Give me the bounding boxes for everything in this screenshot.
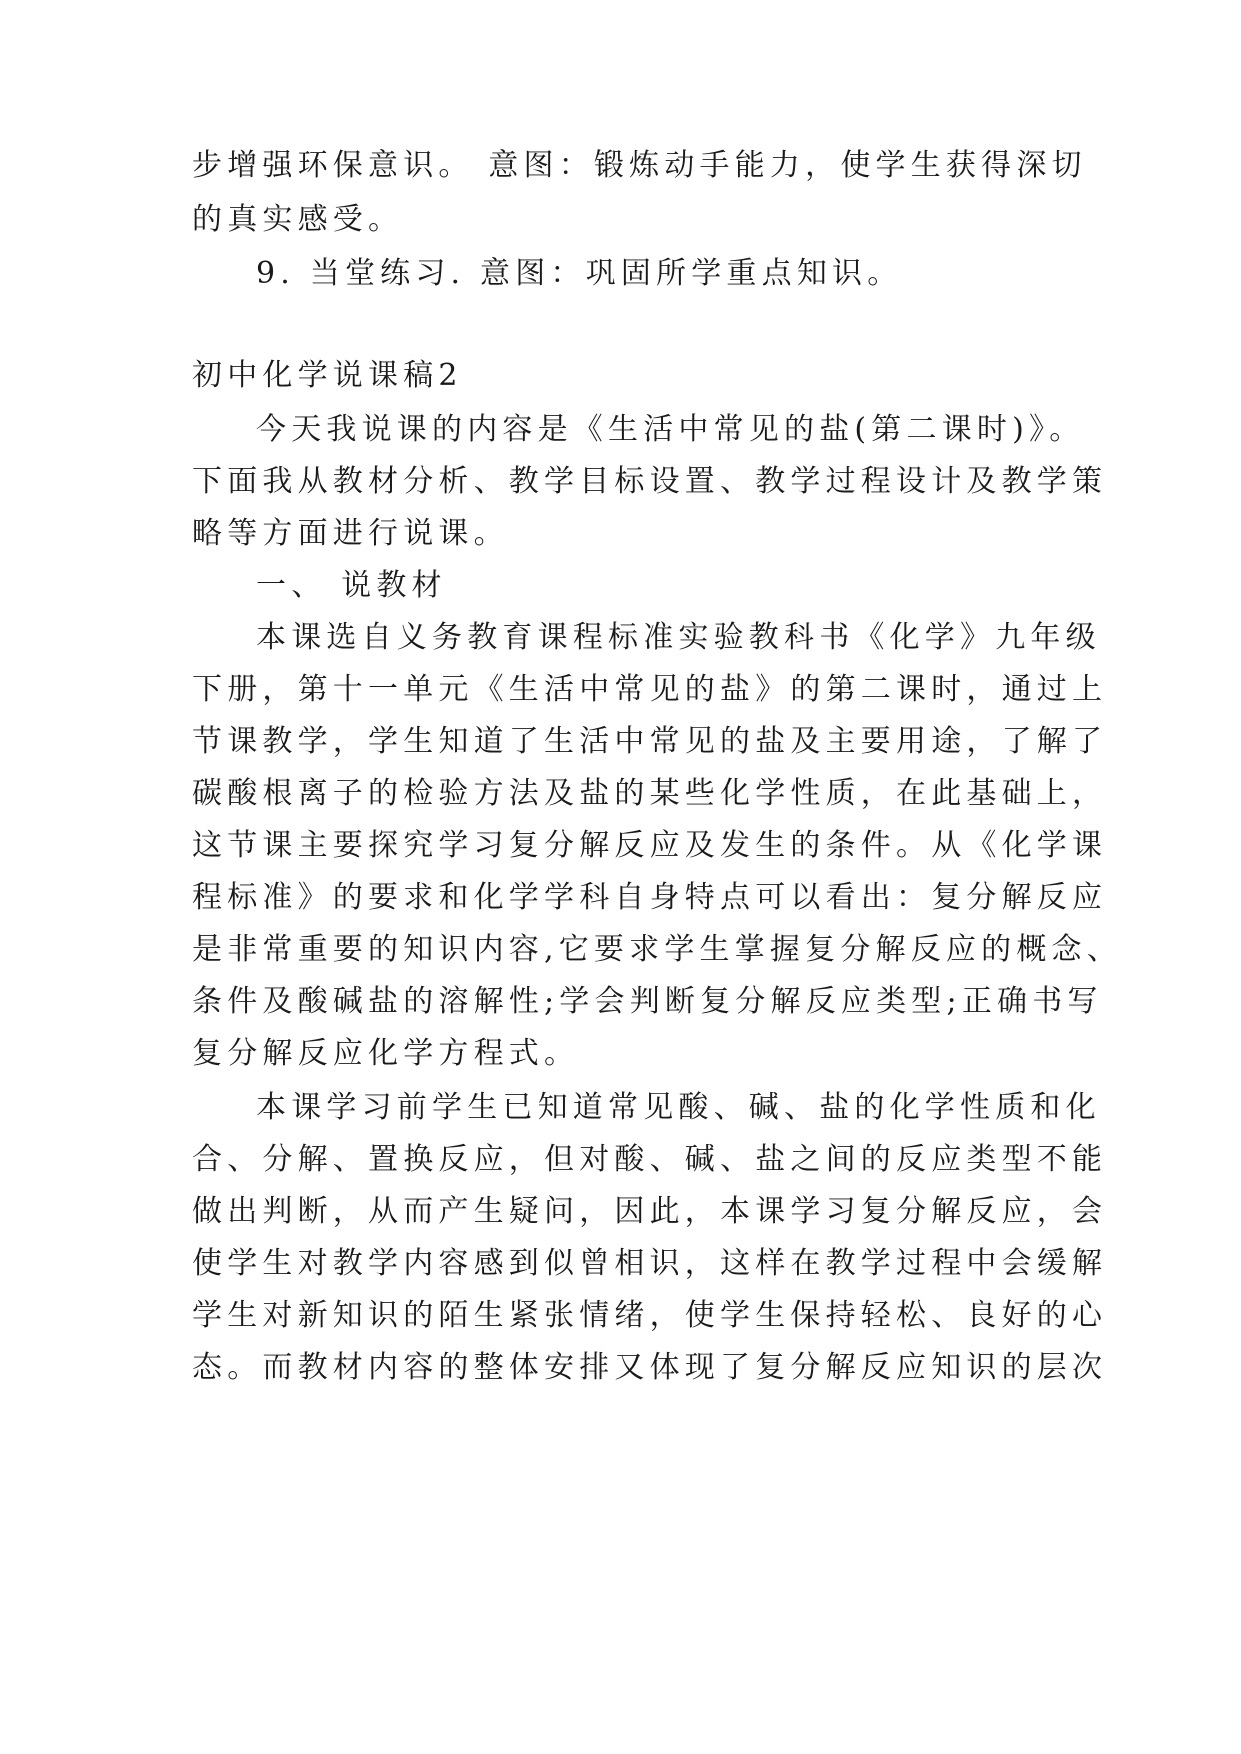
paragraph-line: 节课教学，学生知道了生活中常见的盐及主要用途，了解了	[192, 724, 1108, 759]
intro-line: 略等方面进行说课。	[192, 516, 509, 551]
paragraph-line: 复分解反应化学方程式。	[192, 1036, 580, 1071]
paragraph-line: 学生对新知识的陌生紧张情绪，使学生保持轻松、良好的心	[192, 1298, 1108, 1333]
paragraph-line: 本课学习前学生已知道常见酸、碱、盐的化学性质和化	[256, 1090, 1101, 1125]
paragraph-line: 合、分解、置换反应，但对酸、碱、盐之间的反应类型不能	[192, 1142, 1108, 1177]
intro-line: 下面我从教材分析、教学目标设置、教学过程设计及教学策	[192, 464, 1108, 499]
paragraph-line: 做出判断，从而产生疑问，因此，本课学习复分解反应，会	[192, 1194, 1108, 1229]
paragraph-line: 下册，第十一单元《生活中常见的盐》的第二课时，通过上	[192, 672, 1108, 707]
paragraph-line: 使学生对教学内容感到似曾相识，这样在教学过程中会缓解	[192, 1246, 1108, 1281]
section-title: 初中化学说课稿2	[192, 358, 463, 393]
paragraph-line: 是非常重要的知识内容,它要求学生掌握复分解反应的概念、	[192, 932, 1122, 967]
paragraph-line: 程标准》的要求和化学学科自身特点可以看出：复分解反应	[192, 880, 1108, 915]
paragraph-line: 本课选自义务教育课程标准实验教科书《化学》九年级	[256, 620, 1101, 655]
intro-line: 今天我说课的内容是《生活中常见的盐(第二课时)》。	[256, 412, 1085, 447]
paragraph-line: 这节课主要探究学习复分解反应及发生的条件。从《化学课	[192, 828, 1108, 863]
paragraph-line: 态。而教材内容的整体安排又体现了复分解反应知识的层次	[192, 1350, 1108, 1385]
paragraph-line: 条件及酸碱盐的溶解性;学会判断复分解反应类型;正确书写	[192, 984, 1103, 1019]
text-line: 步增强环保意识。 意图：锻炼动手能力，使学生获得深切	[192, 148, 1087, 183]
paragraph-line: 碳酸根离子的检验方法及盐的某些化学性质，在此基础上，	[192, 776, 1108, 811]
heading-shuo-jiaocai: 一、 说教材	[256, 568, 447, 603]
list-item-9: 9. 当堂练习. 意图：巩固所学重点知识。	[256, 256, 903, 291]
text-line: 的真实感受。	[192, 202, 404, 237]
